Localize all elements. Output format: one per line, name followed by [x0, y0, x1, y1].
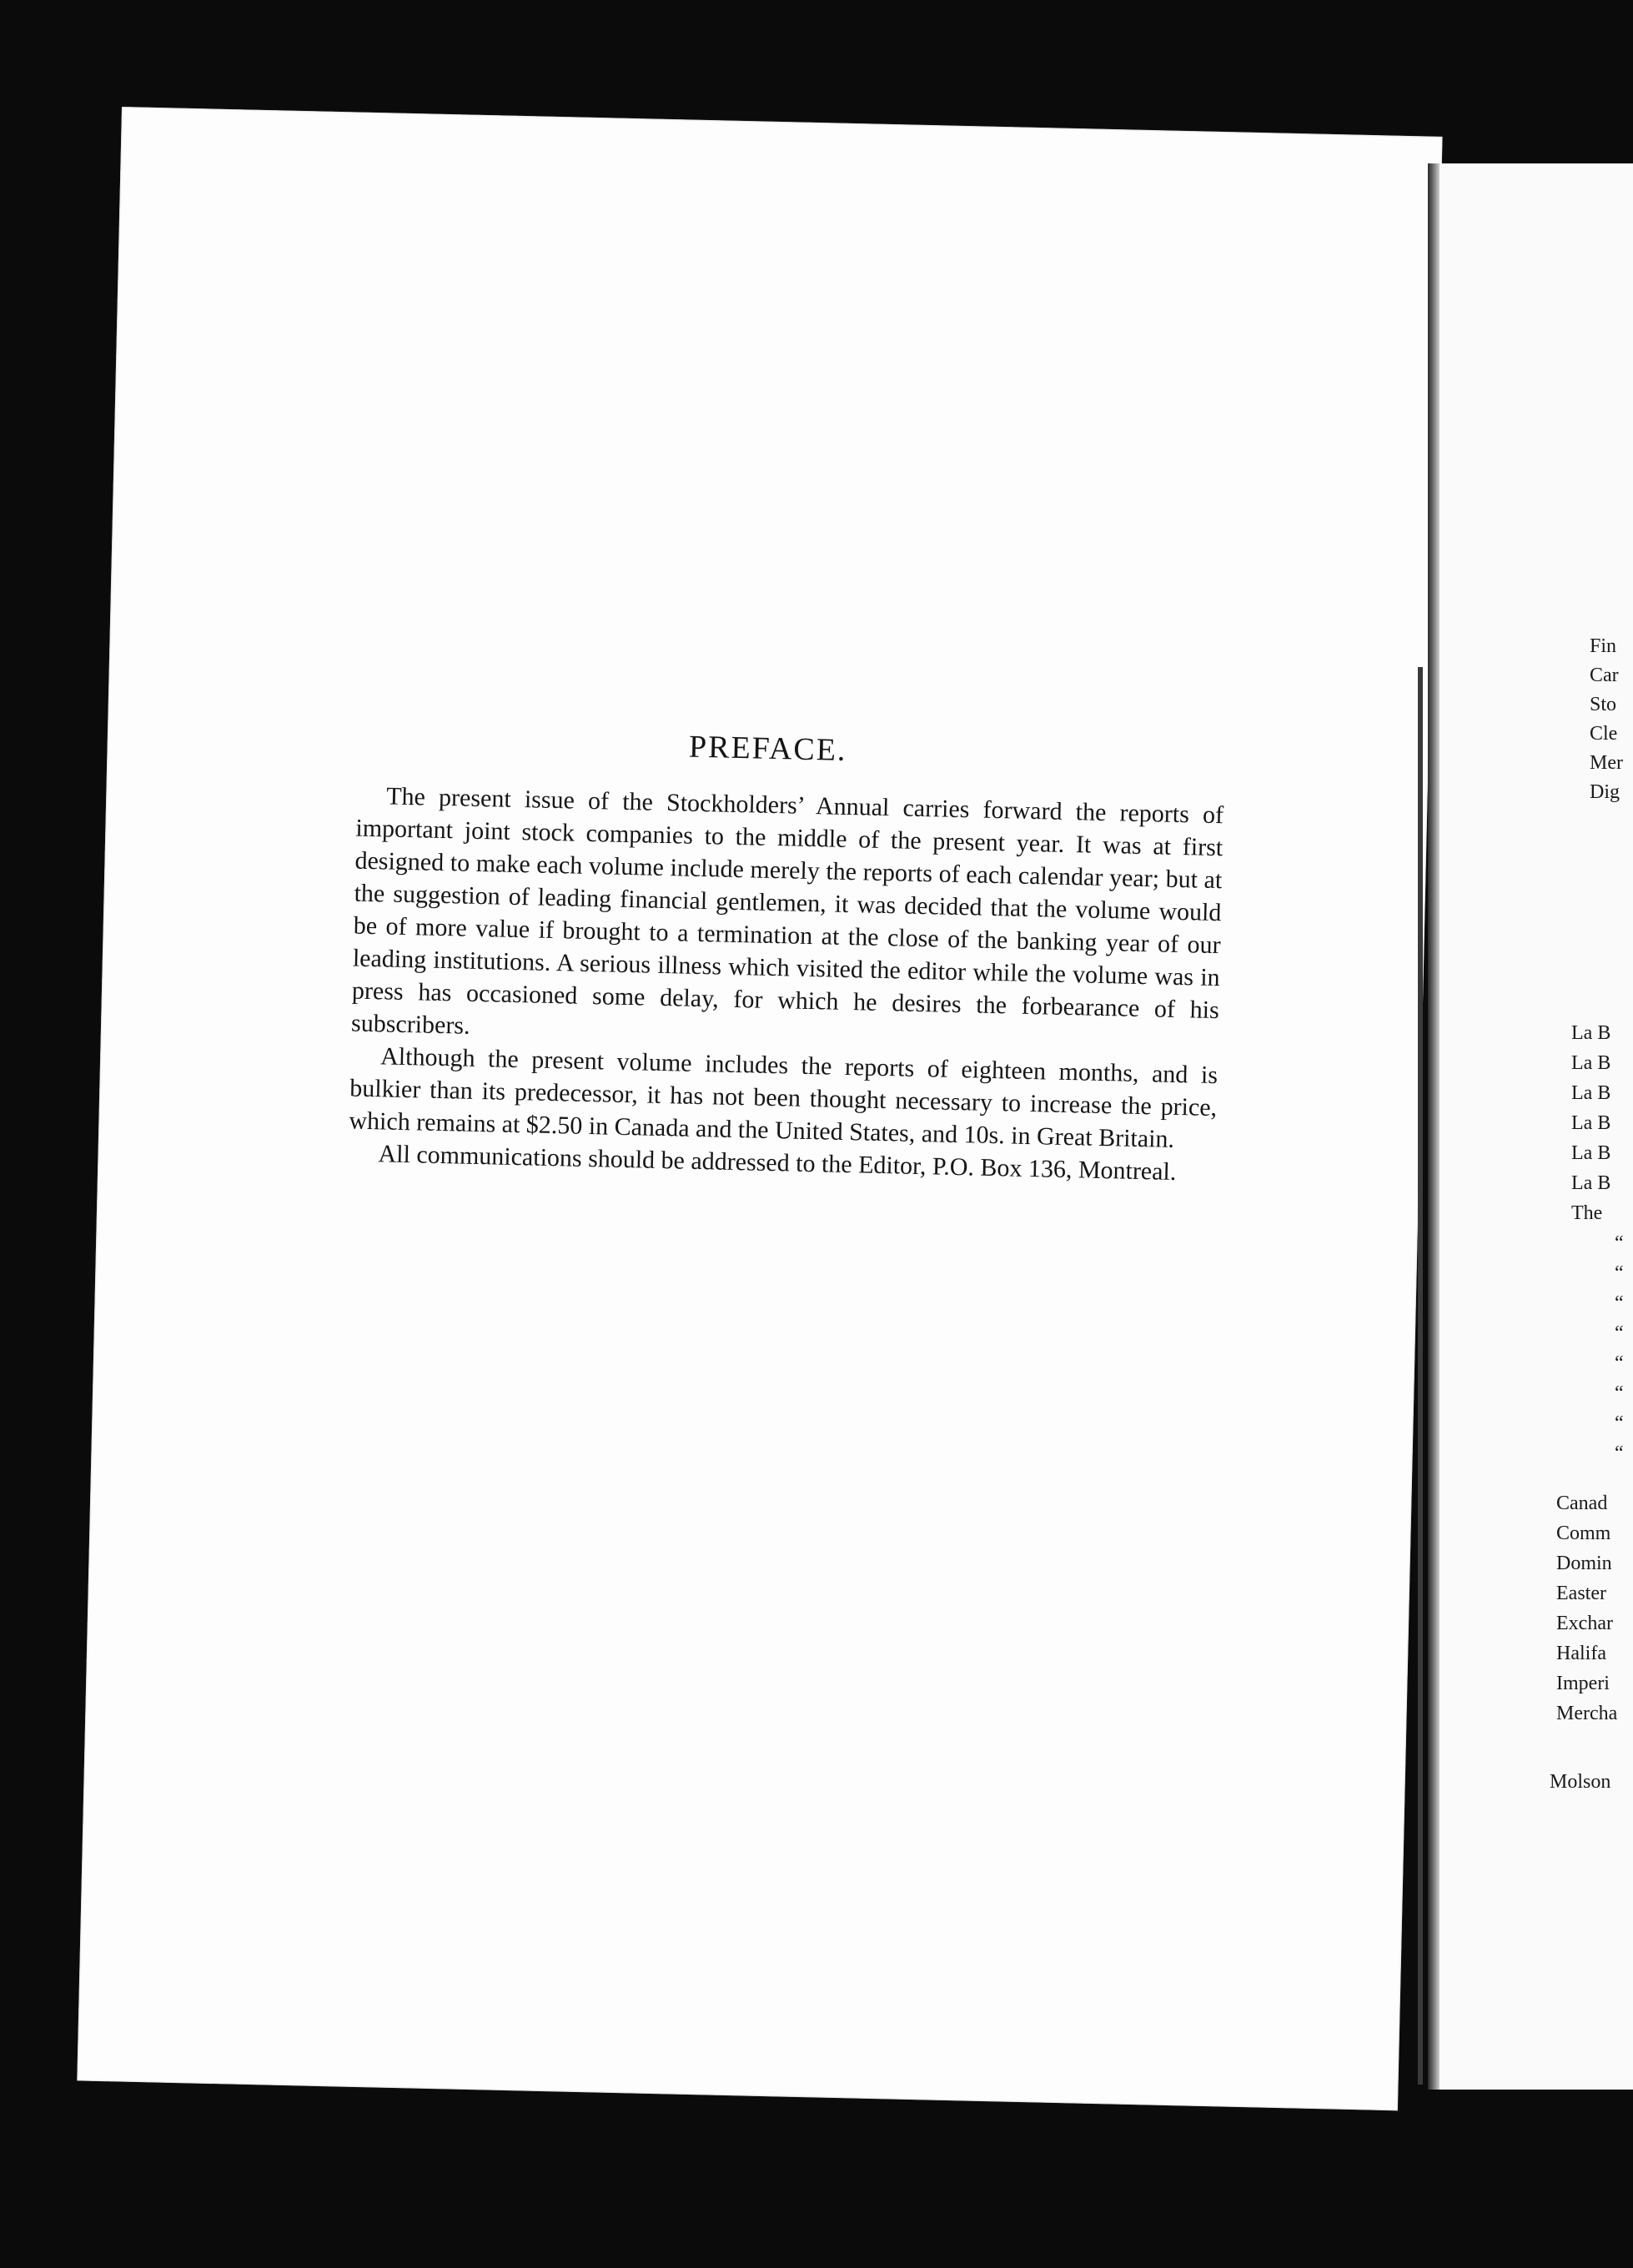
- ditto-mark: “: [1615, 1322, 1624, 1344]
- ditto-mark: “: [1615, 1412, 1624, 1434]
- page-title: PREFACE.: [688, 729, 847, 768]
- ditto-mark: “: [1615, 1352, 1624, 1374]
- contents-item: Dig: [1590, 781, 1620, 803]
- contents-item: Sto: [1590, 694, 1617, 715]
- contents-item: La B: [1571, 1022, 1611, 1044]
- contents-item: Car: [1590, 665, 1619, 686]
- contents-item: La B: [1571, 1052, 1611, 1074]
- preface-paragraph-3: All communications should be addressed to the Editor, P.O. Box 136, Montreal.: [378, 1140, 1177, 1187]
- contents-item: La B: [1571, 1142, 1611, 1164]
- preface-paragraph-1: The present issue of the Stockholders’ Annual carries forward the reports of important joint stock companies to the middle of the present year. It was at first designed to make each volume include merely the reports of each calendar year; but at the suggestion of leading financial gentlemen, it was decided that the volume would be of more value if brought to a termination at the close of the banking year of our leading institutions. A serious illness which visited the editor while the volume was in press has occasioned some delay, for which he desires the forbearance of his subscribers.: [350, 782, 1224, 1040]
- contents-item: Imperi: [1556, 1673, 1610, 1694]
- page-edge-shadow: [1418, 667, 1423, 2085]
- contents-item: Molson: [1550, 1771, 1611, 1793]
- contents-item: La B: [1571, 1082, 1611, 1104]
- preface-body: [348, 780, 1223, 1189]
- contents-item: Easter: [1556, 1583, 1606, 1604]
- ditto-mark: “: [1615, 1382, 1624, 1404]
- contents-item: Domin: [1556, 1553, 1612, 1574]
- contents-item: Canad: [1556, 1493, 1608, 1514]
- contents-item: Cle: [1590, 723, 1618, 745]
- ditto-mark: “: [1615, 1292, 1624, 1314]
- contents-item: Halifa: [1556, 1643, 1606, 1664]
- contents-item: Mercha: [1556, 1703, 1618, 1724]
- contents-item: The: [1571, 1202, 1603, 1224]
- contents-item: Exchar: [1556, 1613, 1613, 1634]
- ditto-mark: “: [1615, 1232, 1624, 1254]
- book-gutter: [1428, 163, 1440, 2090]
- contents-item: La B: [1571, 1172, 1611, 1194]
- contents-item: Fin: [1590, 635, 1617, 657]
- contents-item: Mer: [1590, 752, 1623, 774]
- preface-page: [77, 107, 1442, 2110]
- ditto-mark: “: [1615, 1443, 1624, 1464]
- ditto-mark: “: [1615, 1262, 1624, 1284]
- contents-item: La B: [1571, 1112, 1611, 1134]
- preface-paragraph-2: Although the present volume includes the reports of eighteen months, and is bulkier than its predecessor, it has not been thought necessary to increase the price, which remains at $2.50 in Canada and the United States, and 10s. in Great Britain.: [349, 1042, 1218, 1153]
- contents-item: Comm: [1556, 1523, 1611, 1544]
